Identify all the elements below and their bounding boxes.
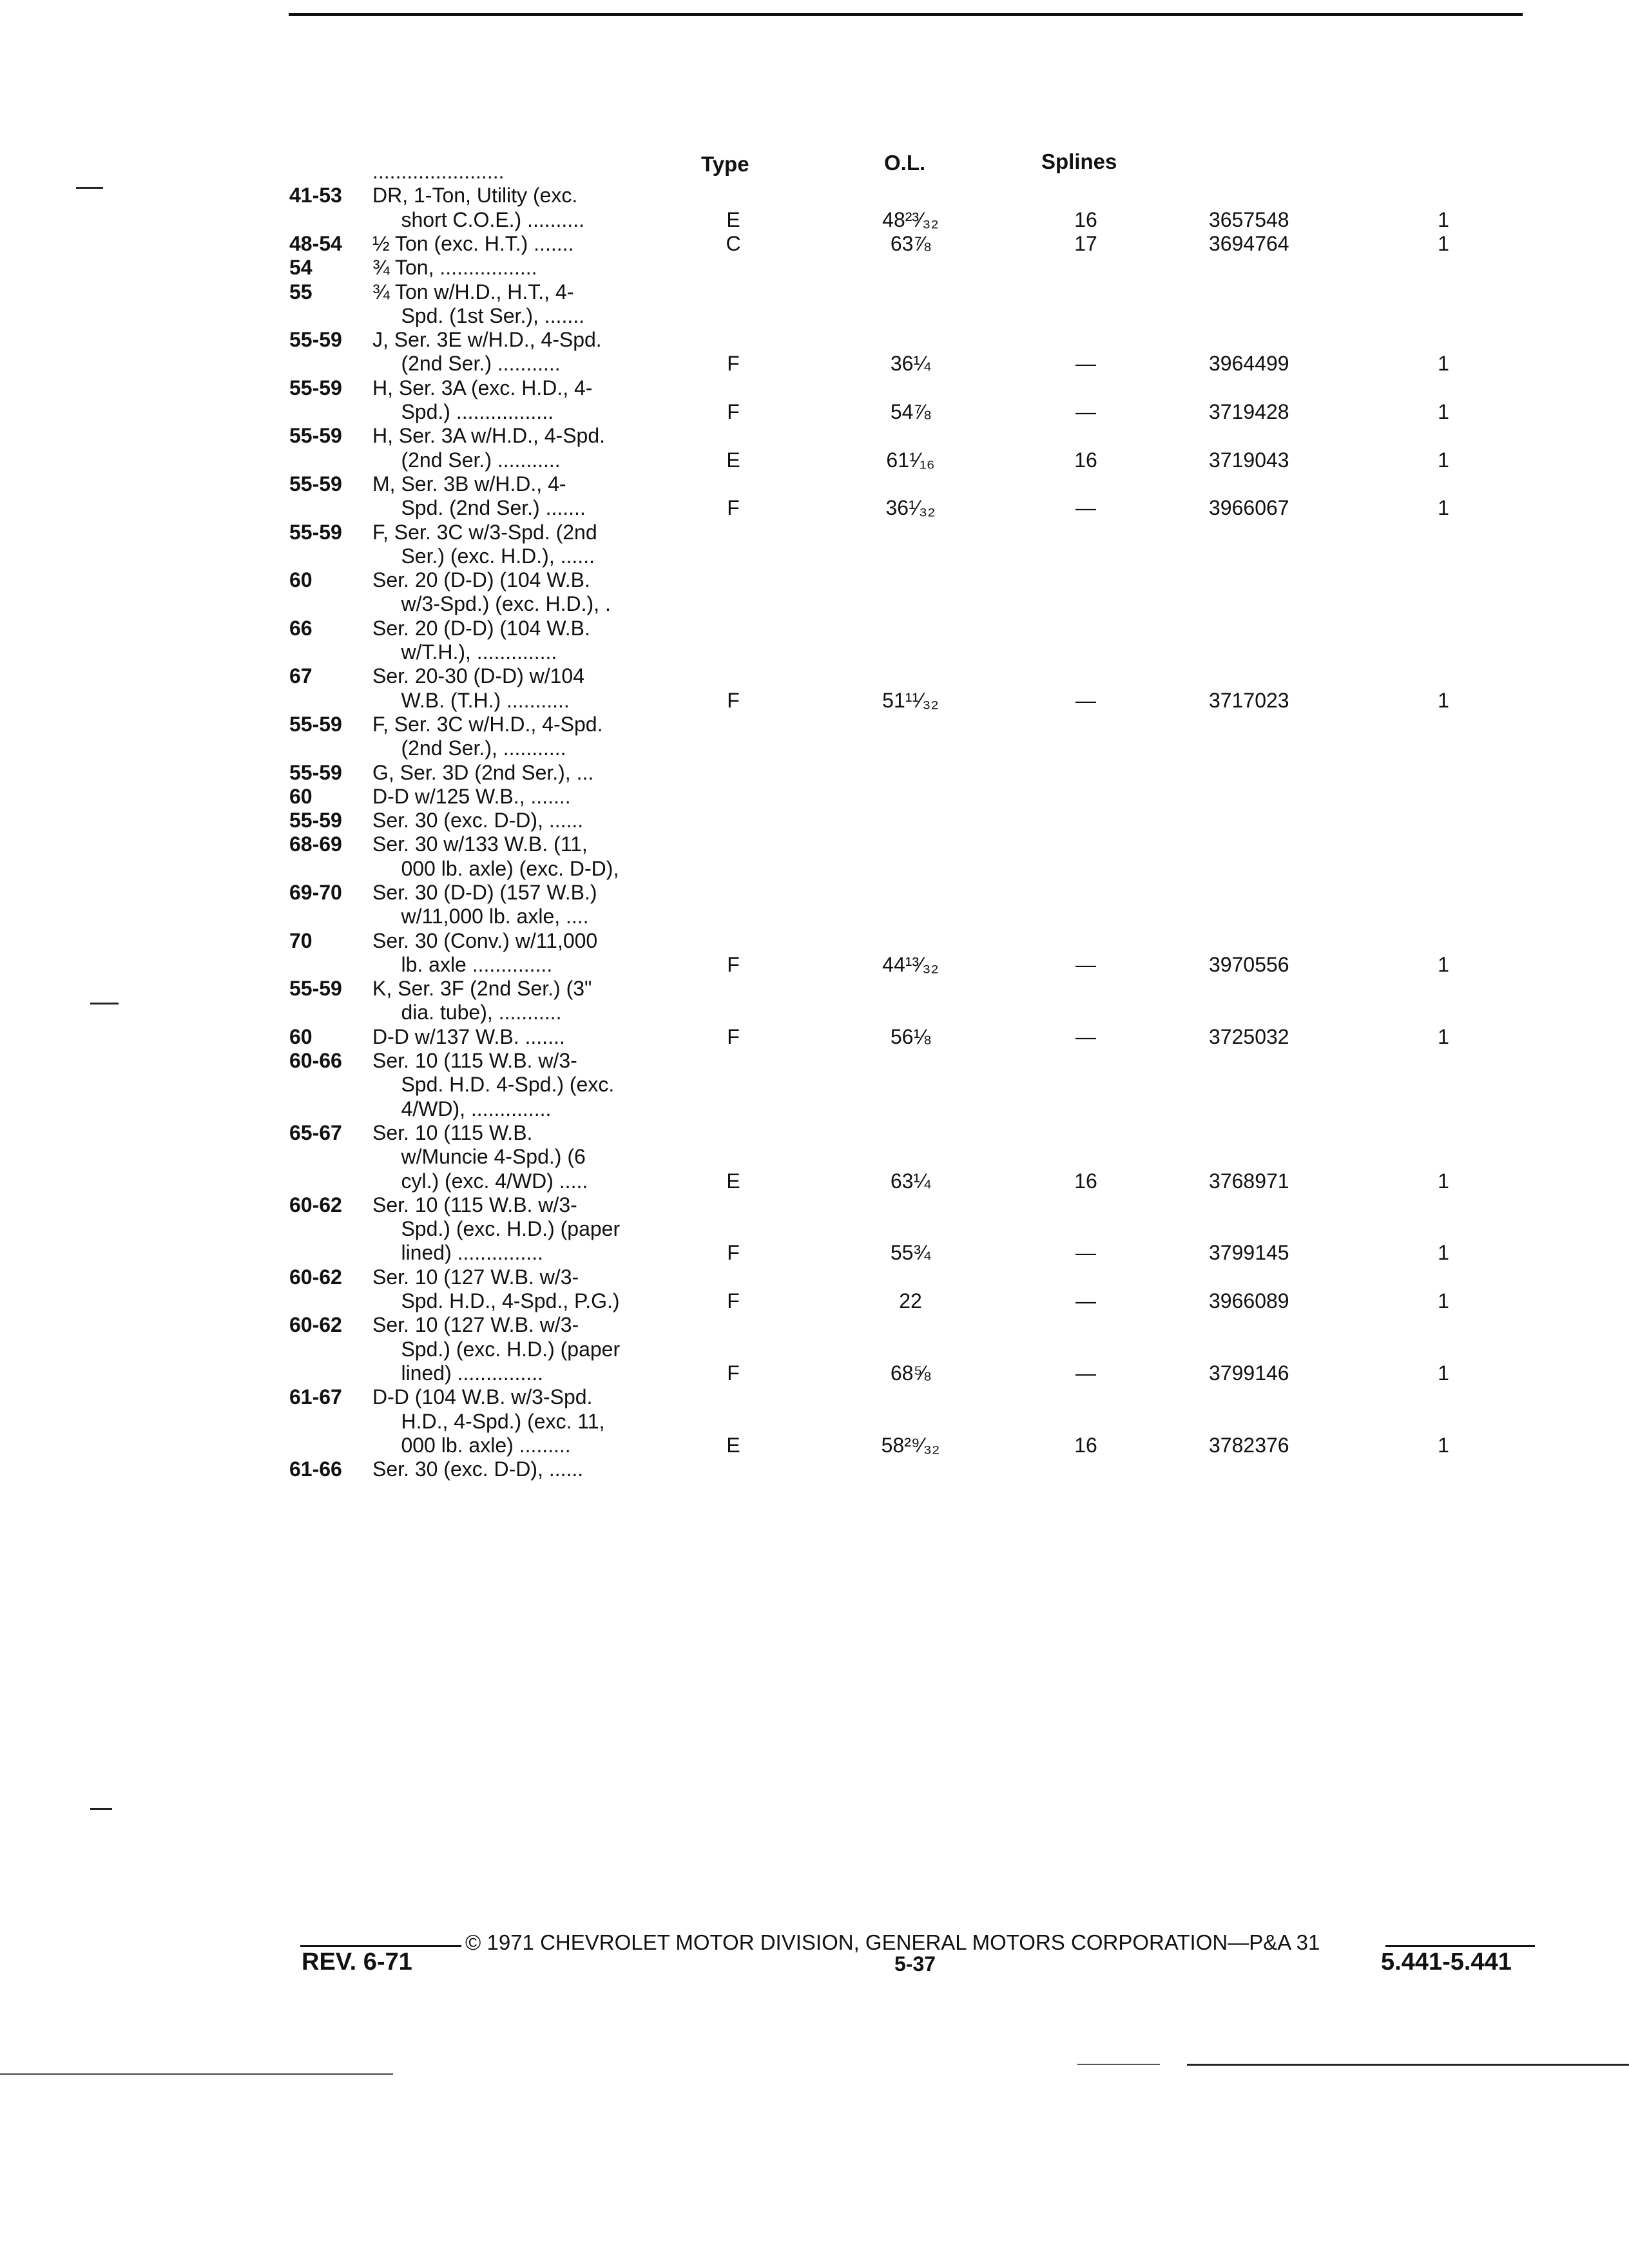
bottom-rule-mid bbox=[1077, 2064, 1160, 2065]
model-years: 60-62 bbox=[289, 1313, 342, 1337]
application-description: Spd.) (exc. H.D.) (paper bbox=[372, 1337, 621, 1361]
joint-type: E bbox=[726, 207, 740, 231]
part-number: 3799145 bbox=[1209, 1241, 1289, 1265]
application-description: Ser. 20 (D-D) (104 W.B. bbox=[372, 616, 590, 640]
model-years: 60 bbox=[289, 1024, 313, 1048]
application-description: w/Muncie 4-Spd.) (6 bbox=[372, 1145, 586, 1169]
model-years: 60 bbox=[289, 568, 313, 592]
bottom-rule-left bbox=[0, 2073, 393, 2075]
overall-length: 56⅛ bbox=[890, 1024, 931, 1048]
joint-type: F bbox=[727, 952, 740, 976]
part-number: 3717023 bbox=[1209, 688, 1289, 712]
overall-length: 63¼ bbox=[890, 1169, 931, 1193]
model-years: 55-59 bbox=[289, 520, 342, 544]
joint-type: F bbox=[727, 399, 740, 423]
part-number: 3966067 bbox=[1209, 496, 1289, 520]
application-description: 4/WD), .............. bbox=[372, 1097, 552, 1120]
quantity: 1 bbox=[1438, 448, 1449, 472]
application-description: Ser. 20-30 (D-D) w/104 bbox=[372, 664, 585, 688]
top-rule bbox=[289, 13, 1523, 16]
part-number: 3725032 bbox=[1209, 1024, 1289, 1048]
spline-count: — bbox=[1075, 1361, 1096, 1385]
quantity: 1 bbox=[1438, 1433, 1449, 1457]
quantity: 1 bbox=[1438, 952, 1449, 976]
model-years: 65-67 bbox=[289, 1121, 342, 1144]
model-years: 55-59 bbox=[289, 424, 342, 448]
overall-length: 36¼ bbox=[890, 352, 931, 376]
model-years: 68-69 bbox=[289, 832, 342, 856]
overall-length: 54⅞ bbox=[890, 399, 931, 423]
application-description: W.B. (T.H.) ........... bbox=[372, 688, 570, 712]
part-number: 3964499 bbox=[1209, 352, 1289, 376]
application-description: (2nd Ser.), ........... bbox=[372, 736, 566, 760]
model-years: 60 bbox=[289, 784, 313, 808]
model-years: 55-59 bbox=[289, 760, 342, 784]
part-number: 3768971 bbox=[1209, 1169, 1289, 1193]
spline-count: — bbox=[1075, 1289, 1096, 1313]
joint-type: E bbox=[726, 1169, 740, 1193]
overall-length: 44¹³⁄₃₂ bbox=[882, 952, 939, 976]
model-years: 61-66 bbox=[289, 1457, 342, 1481]
application-description: ....................... bbox=[372, 160, 505, 183]
application-description: Ser. 10 (127 W.B. w/3- bbox=[372, 1313, 579, 1337]
application-description: Spd.) (exc. H.D.) (paper bbox=[372, 1217, 621, 1241]
joint-type: F bbox=[727, 496, 740, 520]
quantity: 1 bbox=[1438, 207, 1449, 231]
part-number: 3657548 bbox=[1209, 207, 1289, 231]
model-years: 60-62 bbox=[289, 1193, 342, 1216]
overall-length: 58²⁹⁄₃₂ bbox=[881, 1433, 940, 1457]
spline-count: — bbox=[1075, 1024, 1096, 1048]
model-years: 48-54 bbox=[289, 231, 342, 255]
revision-date: REV. 6-71 bbox=[302, 1948, 412, 1975]
application-description: F, Ser. 3C w/3-Spd. (2nd bbox=[372, 520, 597, 544]
part-number: 3719428 bbox=[1209, 399, 1289, 423]
part-number: 3799146 bbox=[1209, 1361, 1289, 1385]
application-description: DR, 1-Ton, Utility (exc. bbox=[372, 184, 578, 207]
application-description: Ser.) (exc. H.D.), ...... bbox=[372, 544, 595, 568]
copyright-notice: © 1971 CHEVROLET MOTOR DIVISION, GENERAL MOTORS CORPORATION—P&A 31 bbox=[465, 1930, 1320, 1954]
application-description: Ser. 10 (115 W.B. w/3- bbox=[372, 1049, 577, 1073]
model-years: 69-70 bbox=[289, 881, 342, 904]
application-description: Ser. 30 (Conv.) w/11,000 bbox=[372, 928, 598, 952]
application-description: 000 lb. axle) ......... bbox=[372, 1433, 571, 1457]
quantity: 1 bbox=[1438, 399, 1449, 423]
application-description: lined) ............... bbox=[372, 1361, 543, 1385]
overall-length: 22 bbox=[899, 1289, 922, 1313]
overall-length: 55¾ bbox=[890, 1241, 931, 1265]
application-description: H, Ser. 3A (exc. H.D., 4- bbox=[372, 376, 593, 399]
overall-length: 61¹⁄₁₆ bbox=[886, 448, 935, 472]
quantity: 1 bbox=[1438, 1361, 1449, 1385]
application-description: D-D w/137 W.B. ....... bbox=[372, 1024, 565, 1048]
spline-count: 16 bbox=[1074, 448, 1097, 472]
application-description: Ser. 30 (exc. D-D), ...... bbox=[372, 809, 584, 832]
application-description: H, Ser. 3A w/H.D., 4-Spd. bbox=[372, 424, 606, 448]
application-description: dia. tube), ........... bbox=[372, 1001, 562, 1024]
model-years: 66 bbox=[289, 616, 313, 640]
quantity: 1 bbox=[1438, 496, 1449, 520]
application-description: lb. axle .............. bbox=[372, 952, 553, 976]
section-number: 5.441-5.441 bbox=[1381, 1948, 1512, 1975]
spline-count: 16 bbox=[1074, 207, 1097, 231]
column-header-ol: O.L. bbox=[884, 151, 926, 175]
application-description: Spd. (2nd Ser.) ....... bbox=[372, 496, 586, 520]
margin-mark bbox=[90, 1808, 112, 1810]
quantity: 1 bbox=[1438, 1241, 1449, 1265]
application-description: Spd. (1st Ser.), ....... bbox=[372, 303, 584, 327]
footer-rule-left bbox=[300, 1945, 461, 1947]
bottom-rule-right bbox=[1187, 2064, 1629, 2066]
quantity: 1 bbox=[1438, 352, 1449, 376]
application-description: D-D w/125 W.B., ....... bbox=[372, 784, 571, 808]
application-description: M, Ser. 3B w/H.D., 4- bbox=[372, 472, 566, 495]
model-years: 61-67 bbox=[289, 1385, 342, 1409]
quantity: 1 bbox=[1438, 1169, 1449, 1193]
application-description: w/T.H.), .............. bbox=[372, 640, 557, 664]
application-description: Ser. 10 (115 W.B. bbox=[372, 1121, 533, 1144]
application-description: Spd.) ................. bbox=[372, 399, 554, 423]
model-years: 55 bbox=[289, 280, 313, 303]
application-description: short C.O.E.) .......... bbox=[372, 207, 584, 231]
spline-count: — bbox=[1075, 952, 1096, 976]
spline-count: 16 bbox=[1074, 1169, 1097, 1193]
part-number: 3694764 bbox=[1209, 231, 1289, 255]
application-description: Ser. 20 (D-D) (104 W.B. bbox=[372, 568, 590, 592]
overall-length: 36¹⁄₃₂ bbox=[885, 496, 936, 520]
application-description: lined) ............... bbox=[372, 1241, 543, 1265]
application-description: H.D., 4-Spd.) (exc. 11, bbox=[372, 1409, 605, 1433]
model-years: 55-59 bbox=[289, 376, 342, 399]
part-number: 3782376 bbox=[1209, 1433, 1289, 1457]
model-years: 60-66 bbox=[289, 1049, 342, 1073]
model-years: 55-59 bbox=[289, 712, 342, 736]
model-years: 67 bbox=[289, 664, 313, 688]
joint-type: C bbox=[726, 231, 741, 255]
application-description: Ser. 30 (exc. D-D), ...... bbox=[372, 1457, 584, 1481]
application-description: Ser. 10 (127 W.B. w/3- bbox=[372, 1265, 579, 1289]
application-description: Ser. 30 w/133 W.B. (11, bbox=[372, 832, 588, 856]
overall-length: 68⅝ bbox=[890, 1361, 931, 1385]
application-description: Spd. H.D. 4-Spd.) (exc. bbox=[372, 1073, 615, 1097]
application-description: Spd. H.D., 4-Spd., P.G.) bbox=[372, 1289, 620, 1313]
margin-mark bbox=[76, 187, 103, 189]
application-description: ½ Ton (exc. H.T.) ....... bbox=[372, 231, 574, 255]
spline-count: 16 bbox=[1074, 1433, 1097, 1457]
quantity: 1 bbox=[1438, 1024, 1449, 1048]
model-years: 54 bbox=[289, 256, 313, 280]
spline-count: — bbox=[1075, 1241, 1096, 1265]
page-number: 5-37 bbox=[894, 1952, 936, 1975]
joint-type: F bbox=[727, 352, 740, 376]
quantity: 1 bbox=[1438, 1289, 1449, 1313]
application-description: J, Ser. 3E w/H.D., 4-Spd. bbox=[372, 328, 602, 352]
application-description: K, Ser. 3F (2nd Ser.) (3" bbox=[372, 977, 592, 1001]
application-description: D-D (104 W.B. w/3-Spd. bbox=[372, 1385, 593, 1409]
application-description: ¾ Ton, ................. bbox=[372, 256, 537, 280]
overall-length: 63⅞ bbox=[890, 231, 931, 255]
application-description: G, Ser. 3D (2nd Ser.), ... bbox=[372, 760, 594, 784]
application-description: Ser. 30 (D-D) (157 W.B.) bbox=[372, 881, 597, 904]
joint-type: F bbox=[727, 688, 740, 712]
joint-type: F bbox=[727, 1289, 740, 1313]
spline-count: — bbox=[1075, 496, 1096, 520]
model-years: 70 bbox=[289, 928, 313, 952]
application-description: (2nd Ser.) ........... bbox=[372, 352, 561, 376]
model-years: 41-53 bbox=[289, 184, 342, 207]
joint-type: E bbox=[726, 448, 740, 472]
column-header-splines: Splines bbox=[1041, 149, 1117, 173]
part-number: 3966089 bbox=[1209, 1289, 1289, 1313]
joint-type: F bbox=[727, 1361, 740, 1385]
quantity: 1 bbox=[1438, 231, 1449, 255]
part-number: 3719043 bbox=[1209, 448, 1289, 472]
application-description: cyl.) (exc. 4/WD) ..... bbox=[372, 1169, 588, 1193]
model-years: 55-59 bbox=[289, 977, 342, 1001]
application-description: w/3-Spd.) (exc. H.D.), . bbox=[372, 592, 611, 616]
application-description: ¾ Ton w/H.D., H.T., 4- bbox=[372, 280, 574, 303]
spline-count: — bbox=[1075, 688, 1096, 712]
joint-type: F bbox=[727, 1024, 740, 1048]
model-years: 55-59 bbox=[289, 472, 342, 495]
application-description: F, Ser. 3C w/H.D., 4-Spd. bbox=[372, 712, 603, 736]
overall-length: 48²³⁄₃₂ bbox=[882, 207, 939, 231]
application-description: (2nd Ser.) ........... bbox=[372, 448, 561, 472]
footer-rule-right bbox=[1385, 1945, 1535, 1947]
quantity: 1 bbox=[1438, 688, 1449, 712]
spline-count: — bbox=[1075, 399, 1096, 423]
joint-type: F bbox=[727, 1241, 740, 1265]
margin-mark bbox=[90, 1003, 119, 1004]
overall-length: 51¹¹⁄₃₂ bbox=[882, 688, 939, 712]
application-description: 000 lb. axle) (exc. D-D), bbox=[372, 856, 619, 880]
model-years: 60-62 bbox=[289, 1265, 342, 1289]
column-header-type: Type bbox=[701, 152, 749, 176]
application-description: Ser. 10 (115 W.B. w/3- bbox=[372, 1193, 577, 1216]
part-number: 3970556 bbox=[1209, 952, 1289, 976]
model-years: 55-59 bbox=[289, 328, 342, 352]
spline-count: — bbox=[1075, 352, 1096, 376]
model-years: 55-59 bbox=[289, 809, 342, 832]
spline-count: 17 bbox=[1074, 231, 1097, 255]
application-description: w/11,000 lb. axle, .... bbox=[372, 905, 589, 928]
joint-type: E bbox=[726, 1433, 740, 1457]
